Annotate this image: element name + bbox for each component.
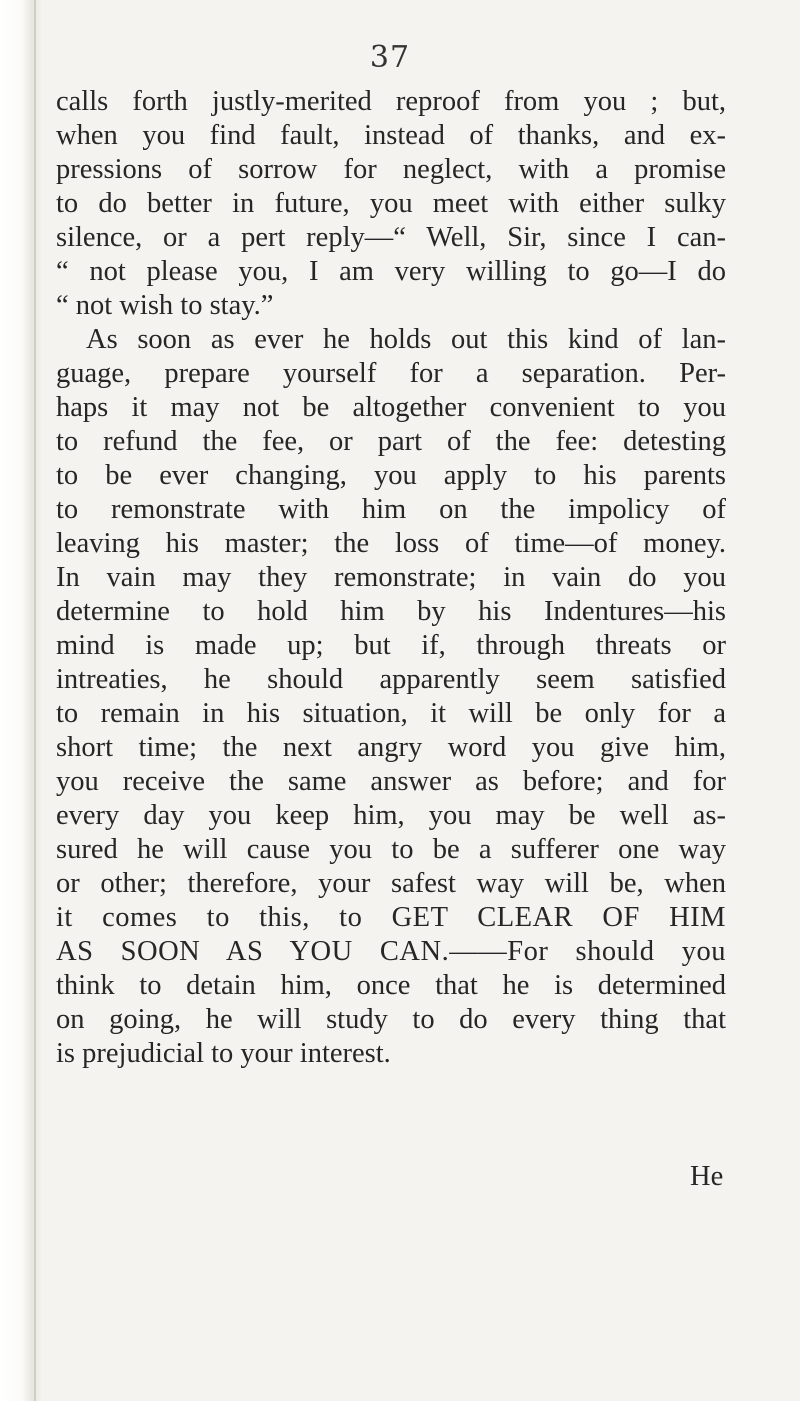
- body-text: [56, 85, 726, 1071]
- text-line: short time; the next angry word you give him,: [56, 732, 726, 763]
- text-line: to remain in his situation, it will be only for a: [56, 698, 726, 729]
- text-line: to do better in future, you meet with either sulky: [56, 188, 726, 219]
- text-line: to be ever changing, you apply to his parents: [56, 460, 726, 491]
- text-line: As soon as ever he holds out this kind of lan-: [86, 324, 726, 355]
- text-line: mind is made up; but if, through threats or: [56, 630, 726, 661]
- text-line: “ not wish to stay.”: [56, 290, 274, 321]
- text-line: think to detain him, once that he is determined: [56, 970, 726, 1001]
- text-line: AS SOON AS YOU CAN.——For should you: [56, 936, 726, 967]
- text-line: is prejudicial to your interest.: [56, 1038, 391, 1069]
- text-line: calls forth justly-merited reproof from you ; but,: [56, 86, 726, 117]
- text-line: it comes to this, to GET CLEAR OF HIM: [56, 902, 726, 933]
- text-line: when you find fault, instead of thanks, and ex-: [56, 120, 726, 151]
- text-line: pressions of sorrow for neglect, with a promise: [56, 154, 726, 185]
- text-line: “ not please you, I am very willing to go—I do: [56, 256, 726, 287]
- text-line: intreaties, he should apparently seem satisfied: [56, 664, 726, 695]
- text-line: every day you keep him, you may be well as-: [56, 800, 726, 831]
- text-line: haps it may not be altogether convenient to you: [56, 392, 726, 423]
- text-line: guage, prepare yourself for a separation. Per-: [56, 358, 726, 389]
- text-line: In vain may they remonstrate; in vain do you: [56, 562, 726, 593]
- text-line: or other; therefore, your safest way will be, when: [56, 868, 726, 899]
- gutter-shadow-line: [34, 0, 36, 1401]
- catchword: He: [690, 1161, 724, 1192]
- text-line: silence, or a pert reply—“ Well, Sir, since I can-: [56, 222, 726, 253]
- text-line: determine to hold him by his Indentures—his: [56, 596, 726, 627]
- text-line: sured he will cause you to be a sufferer one way: [56, 834, 726, 865]
- text-line: to refund the fee, or part of the fee: detesting: [56, 426, 726, 457]
- page-number: 37: [369, 40, 411, 75]
- text-line: you receive the same answer as before; and for: [56, 766, 726, 797]
- text-line: on going, he will study to do every thing that: [56, 1004, 726, 1035]
- binding-gutter: [0, 0, 44, 1401]
- text-line: to remonstrate with him on the impolicy of: [56, 494, 726, 525]
- text-line: leaving his master; the loss of time—of money.: [56, 528, 726, 559]
